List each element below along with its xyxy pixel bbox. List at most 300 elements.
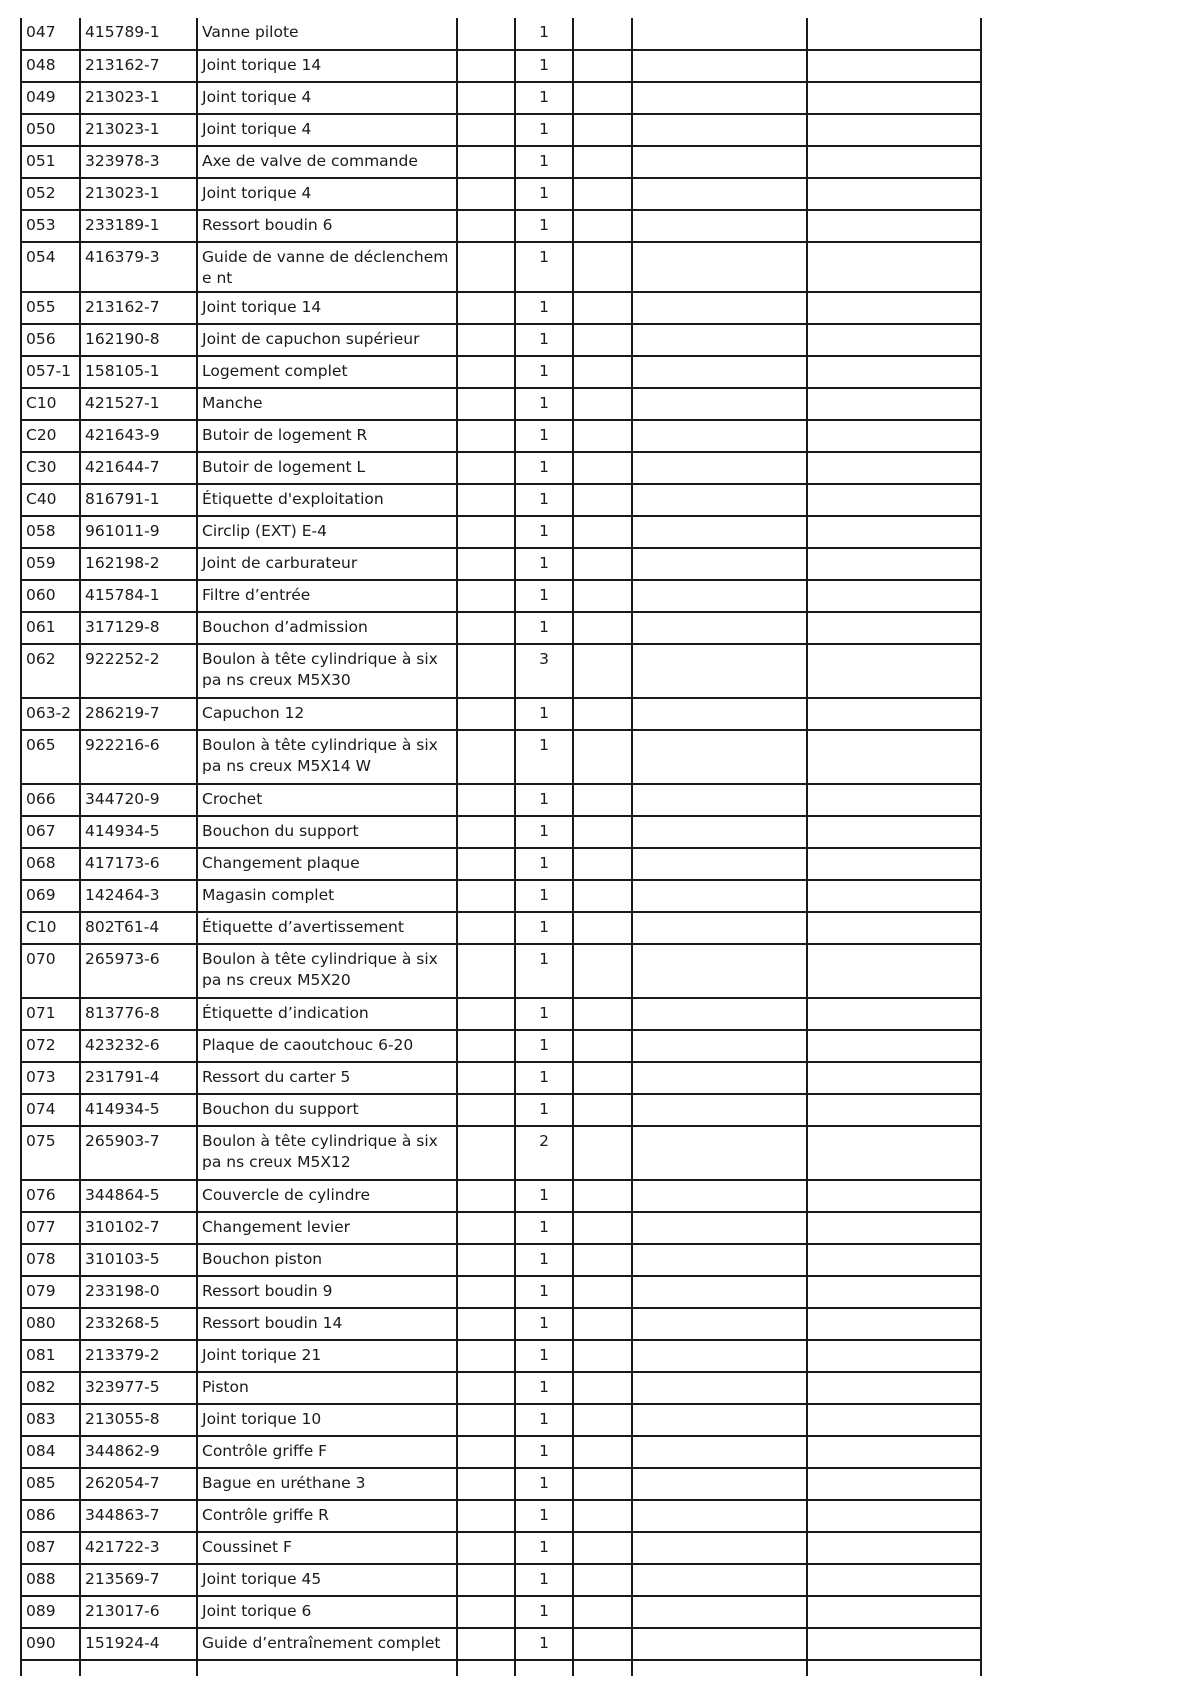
- empty-cell: [457, 1244, 515, 1276]
- description-cell: Joint de carburateur: [197, 548, 457, 580]
- quantity-cell: 1: [515, 612, 573, 644]
- quantity-cell: 1: [515, 1212, 573, 1244]
- empty-cell: [807, 698, 981, 730]
- empty-cell: [457, 178, 515, 210]
- description-cell: Crochet: [197, 784, 457, 816]
- part-reference-cell: 417173-6: [80, 848, 197, 880]
- description-cell: Contrôle griffe R: [197, 1500, 457, 1532]
- part-reference-cell: 922252-2: [80, 644, 197, 698]
- description-cell: Couvercle de cylindre: [197, 1180, 457, 1212]
- quantity-cell: 1: [515, 944, 573, 998]
- table-row: [21, 1500, 981, 1532]
- empty-cell: [632, 420, 807, 452]
- table-row: [21, 1094, 981, 1126]
- part-reference-cell: 922216-6: [80, 730, 197, 784]
- empty-cell: [573, 1030, 632, 1062]
- description-cell: Piston: [197, 1372, 457, 1404]
- empty-cell: [632, 1660, 807, 1676]
- quantity-cell: 1: [515, 1564, 573, 1596]
- quantity-cell: 1: [515, 484, 573, 516]
- item-number-cell: 058: [21, 516, 80, 548]
- empty-cell: [573, 998, 632, 1030]
- empty-cell: [457, 998, 515, 1030]
- table-row: [21, 1564, 981, 1596]
- empty-cell: [632, 698, 807, 730]
- table-row: [21, 18, 981, 50]
- empty-cell: [457, 1628, 515, 1660]
- part-reference-cell: 158105-1: [80, 356, 197, 388]
- empty-cell: [807, 1564, 981, 1596]
- empty-cell: [632, 998, 807, 1030]
- item-number-cell: 083: [21, 1404, 80, 1436]
- description-cell: Guide de vanne de déclencheme nt: [197, 242, 457, 292]
- quantity-cell: 1: [515, 848, 573, 880]
- empty-cell: [573, 848, 632, 880]
- empty-cell: [457, 1126, 515, 1180]
- empty-cell: [573, 324, 632, 356]
- empty-cell: [807, 580, 981, 612]
- quantity-cell: 1: [515, 50, 573, 82]
- part-reference-cell: 421644-7: [80, 452, 197, 484]
- description-cell: Joint torique 4: [197, 178, 457, 210]
- description-cell: Joint torique 10: [197, 1404, 457, 1436]
- empty-cell: [807, 292, 981, 324]
- part-reference-cell: 414934-5: [80, 1094, 197, 1126]
- empty-cell: [457, 580, 515, 612]
- table-row: [21, 388, 981, 420]
- empty-cell: [632, 1308, 807, 1340]
- quantity-cell: 1: [515, 1276, 573, 1308]
- quantity-cell: 1: [515, 784, 573, 816]
- quantity-cell: 1: [515, 1340, 573, 1372]
- empty-cell: [457, 356, 515, 388]
- empty-cell: [807, 356, 981, 388]
- empty-cell: [573, 1660, 632, 1676]
- description-cell: Manche: [197, 388, 457, 420]
- item-number-cell: 060: [21, 580, 80, 612]
- empty-cell: [573, 912, 632, 944]
- quantity-cell: 1: [515, 388, 573, 420]
- description-cell: Ressort boudin 9: [197, 1276, 457, 1308]
- empty-cell: [457, 816, 515, 848]
- empty-cell: [807, 1340, 981, 1372]
- part-reference-cell: 213162-7: [80, 292, 197, 324]
- table-row: [21, 516, 981, 548]
- empty-cell: [457, 420, 515, 452]
- empty-cell: [632, 644, 807, 698]
- empty-cell: [573, 784, 632, 816]
- quantity-cell: 1: [515, 998, 573, 1030]
- item-number-cell: 086: [21, 1500, 80, 1532]
- empty-cell: [573, 1532, 632, 1564]
- table-row: [21, 178, 981, 210]
- empty-cell: [807, 912, 981, 944]
- description-cell: Bouchon du support: [197, 1094, 457, 1126]
- empty-cell: [573, 644, 632, 698]
- empty-cell: [807, 50, 981, 82]
- quantity-cell: 1: [515, 292, 573, 324]
- quantity-cell: 1: [515, 1308, 573, 1340]
- table-row: [21, 816, 981, 848]
- quantity-cell: 1: [515, 730, 573, 784]
- empty-cell: [457, 1532, 515, 1564]
- empty-cell: [457, 548, 515, 580]
- continuation-row: [21, 1660, 981, 1676]
- empty-cell: [632, 388, 807, 420]
- quantity-cell: 1: [515, 548, 573, 580]
- empty-cell: [807, 146, 981, 178]
- part-reference-cell: 802T61-4: [80, 912, 197, 944]
- quantity-cell: 1: [515, 880, 573, 912]
- quantity-cell: 1: [515, 1180, 573, 1212]
- part-reference-cell: 162190-8: [80, 324, 197, 356]
- empty-cell: [807, 1308, 981, 1340]
- empty-cell: [573, 242, 632, 292]
- empty-cell: [457, 324, 515, 356]
- empty-cell: [573, 388, 632, 420]
- empty-cell: [573, 1062, 632, 1094]
- empty-cell: [632, 580, 807, 612]
- empty-cell: [807, 1244, 981, 1276]
- description-cell: Bouchon d’admission: [197, 612, 457, 644]
- table-row: [21, 1244, 981, 1276]
- quantity-cell: 1: [515, 82, 573, 114]
- empty-cell: [457, 484, 515, 516]
- empty-cell: [807, 452, 981, 484]
- empty-cell: [807, 944, 981, 998]
- empty-cell: [632, 1372, 807, 1404]
- part-reference-cell: 344863-7: [80, 1500, 197, 1532]
- table-row: [21, 356, 981, 388]
- part-reference-cell: 961011-9: [80, 516, 197, 548]
- empty-cell: [197, 1660, 457, 1676]
- part-reference-cell: 213379-2: [80, 1340, 197, 1372]
- part-reference-cell: 344864-5: [80, 1180, 197, 1212]
- empty-cell: [573, 580, 632, 612]
- empty-cell: [457, 1340, 515, 1372]
- table-row: [21, 420, 981, 452]
- empty-cell: [632, 1628, 807, 1660]
- empty-cell: [632, 484, 807, 516]
- empty-cell: [457, 1468, 515, 1500]
- part-reference-cell: 816791-1: [80, 484, 197, 516]
- empty-cell: [457, 612, 515, 644]
- description-cell: Joint torique 4: [197, 114, 457, 146]
- empty-cell: [573, 146, 632, 178]
- table-row: [21, 1030, 981, 1062]
- empty-cell: [573, 516, 632, 548]
- empty-cell: [807, 998, 981, 1030]
- description-cell: Circlip (EXT) E-4: [197, 516, 457, 548]
- empty-cell: [21, 1660, 80, 1676]
- empty-cell: [632, 912, 807, 944]
- description-cell: Ressort boudin 6: [197, 210, 457, 242]
- empty-cell: [457, 912, 515, 944]
- part-reference-cell: 415784-1: [80, 580, 197, 612]
- empty-cell: [807, 388, 981, 420]
- item-number-cell: 057-1: [21, 356, 80, 388]
- part-reference-cell: 415789-1: [80, 18, 197, 50]
- empty-cell: [457, 114, 515, 146]
- empty-cell: [632, 816, 807, 848]
- table-row: [21, 210, 981, 242]
- empty-cell: [632, 730, 807, 784]
- empty-cell: [573, 1436, 632, 1468]
- empty-cell: [632, 516, 807, 548]
- description-cell: Capuchon 12: [197, 698, 457, 730]
- table-row: [21, 1404, 981, 1436]
- empty-cell: [573, 1276, 632, 1308]
- item-number-cell: 049: [21, 82, 80, 114]
- table-row: [21, 324, 981, 356]
- part-reference-cell: 213569-7: [80, 1564, 197, 1596]
- item-number-cell: 080: [21, 1308, 80, 1340]
- empty-cell: [457, 82, 515, 114]
- empty-cell: [573, 484, 632, 516]
- item-number-cell: 063-2: [21, 698, 80, 730]
- empty-cell: [632, 848, 807, 880]
- table-row: [21, 452, 981, 484]
- empty-cell: [807, 1404, 981, 1436]
- empty-cell: [457, 944, 515, 998]
- empty-cell: [573, 880, 632, 912]
- table-row: [21, 146, 981, 178]
- empty-cell: [632, 18, 807, 50]
- empty-cell: [457, 1180, 515, 1212]
- description-cell: Boulon à tête cylindrique à six pa ns creux M5X30: [197, 644, 457, 698]
- empty-cell: [632, 1094, 807, 1126]
- empty-cell: [80, 1660, 197, 1676]
- empty-cell: [457, 730, 515, 784]
- item-number-cell: 090: [21, 1628, 80, 1660]
- quantity-cell: 1: [515, 1094, 573, 1126]
- item-number-cell: 056: [21, 324, 80, 356]
- empty-cell: [573, 114, 632, 146]
- quantity-cell: 1: [515, 356, 573, 388]
- empty-cell: [807, 82, 981, 114]
- empty-cell: [807, 114, 981, 146]
- empty-cell: [807, 1180, 981, 1212]
- empty-cell: [632, 1126, 807, 1180]
- item-number-cell: C10: [21, 912, 80, 944]
- empty-cell: [632, 784, 807, 816]
- description-cell: Étiquette d'exploitation: [197, 484, 457, 516]
- empty-cell: [807, 1500, 981, 1532]
- table-row: [21, 698, 981, 730]
- item-number-cell: C20: [21, 420, 80, 452]
- empty-cell: [807, 1660, 981, 1676]
- empty-cell: [632, 292, 807, 324]
- part-reference-cell: 421722-3: [80, 1532, 197, 1564]
- quantity-cell: 1: [515, 1030, 573, 1062]
- item-number-cell: 068: [21, 848, 80, 880]
- part-reference-cell: 317129-8: [80, 612, 197, 644]
- table-row: [21, 114, 981, 146]
- quantity-cell: 1: [515, 1500, 573, 1532]
- description-cell: Butoir de logement L: [197, 452, 457, 484]
- part-reference-cell: 213162-7: [80, 50, 197, 82]
- item-number-cell: 069: [21, 880, 80, 912]
- empty-cell: [632, 944, 807, 998]
- item-number-cell: 070: [21, 944, 80, 998]
- description-cell: Joint torique 14: [197, 50, 457, 82]
- empty-cell: [807, 1276, 981, 1308]
- quantity-cell: 1: [515, 1532, 573, 1564]
- table-row: [21, 1596, 981, 1628]
- empty-cell: [457, 1030, 515, 1062]
- item-number-cell: 075: [21, 1126, 80, 1180]
- empty-cell: [457, 1372, 515, 1404]
- item-number-cell: 052: [21, 178, 80, 210]
- empty-cell: [573, 1628, 632, 1660]
- item-number-cell: 084: [21, 1436, 80, 1468]
- empty-cell: [632, 1500, 807, 1532]
- item-number-cell: 050: [21, 114, 80, 146]
- table-row: [21, 1468, 981, 1500]
- empty-cell: [573, 1244, 632, 1276]
- quantity-cell: 1: [515, 146, 573, 178]
- item-number-cell: 053: [21, 210, 80, 242]
- description-cell: Vanne pilote: [197, 18, 457, 50]
- empty-cell: [632, 880, 807, 912]
- empty-cell: [632, 1532, 807, 1564]
- empty-cell: [457, 784, 515, 816]
- empty-cell: [573, 1126, 632, 1180]
- description-cell: Boulon à tête cylindrique à six pa ns creux M5X20: [197, 944, 457, 998]
- item-number-cell: 076: [21, 1180, 80, 1212]
- quantity-cell: 1: [515, 1468, 573, 1500]
- item-number-cell: C40: [21, 484, 80, 516]
- empty-cell: [632, 1180, 807, 1212]
- description-cell: Étiquette d’indication: [197, 998, 457, 1030]
- table-row: [21, 292, 981, 324]
- item-number-cell: C10: [21, 388, 80, 420]
- empty-cell: [807, 644, 981, 698]
- empty-cell: [457, 1596, 515, 1628]
- quantity-cell: 1: [515, 242, 573, 292]
- quantity-cell: 3: [515, 644, 573, 698]
- part-reference-cell: 416379-3: [80, 242, 197, 292]
- table-row: [21, 1062, 981, 1094]
- empty-cell: [573, 1372, 632, 1404]
- table-row: [21, 580, 981, 612]
- empty-cell: [573, 18, 632, 50]
- parts-table: [20, 18, 982, 1676]
- item-number-cell: 055: [21, 292, 80, 324]
- quantity-cell: 1: [515, 912, 573, 944]
- table-row: [21, 1436, 981, 1468]
- table-row: [21, 50, 981, 82]
- description-cell: Changement plaque: [197, 848, 457, 880]
- table-row: [21, 1276, 981, 1308]
- description-cell: Joint torique 14: [197, 292, 457, 324]
- empty-cell: [632, 1030, 807, 1062]
- empty-cell: [573, 944, 632, 998]
- item-number-cell: C30: [21, 452, 80, 484]
- empty-cell: [457, 210, 515, 242]
- table-row: [21, 1628, 981, 1660]
- empty-cell: [807, 612, 981, 644]
- part-reference-cell: 151924-4: [80, 1628, 197, 1660]
- empty-cell: [807, 548, 981, 580]
- table-row: [21, 1180, 981, 1212]
- part-reference-cell: 213023-1: [80, 178, 197, 210]
- empty-cell: [573, 1212, 632, 1244]
- table-row: [21, 1532, 981, 1564]
- item-number-cell: 048: [21, 50, 80, 82]
- item-number-cell: 074: [21, 1094, 80, 1126]
- description-cell: Ressort boudin 14: [197, 1308, 457, 1340]
- description-cell: Bouchon piston: [197, 1244, 457, 1276]
- item-number-cell: 087: [21, 1532, 80, 1564]
- quantity-cell: 1: [515, 114, 573, 146]
- description-cell: Bouchon du support: [197, 816, 457, 848]
- quantity-cell: 1: [515, 698, 573, 730]
- empty-cell: [807, 484, 981, 516]
- empty-cell: [457, 292, 515, 324]
- empty-cell: [457, 1308, 515, 1340]
- empty-cell: [457, 1094, 515, 1126]
- description-cell: Changement levier: [197, 1212, 457, 1244]
- empty-cell: [457, 1564, 515, 1596]
- empty-cell: [807, 420, 981, 452]
- description-cell: Joint torique 21: [197, 1340, 457, 1372]
- empty-cell: [573, 292, 632, 324]
- part-reference-cell: 423232-6: [80, 1030, 197, 1062]
- table-row: [21, 848, 981, 880]
- part-reference-cell: 162198-2: [80, 548, 197, 580]
- part-reference-cell: 344720-9: [80, 784, 197, 816]
- table-row: [21, 644, 981, 698]
- item-number-cell: 067: [21, 816, 80, 848]
- part-reference-cell: 310102-7: [80, 1212, 197, 1244]
- empty-cell: [632, 1340, 807, 1372]
- table-row: [21, 784, 981, 816]
- empty-cell: [457, 1500, 515, 1532]
- part-reference-cell: 813776-8: [80, 998, 197, 1030]
- empty-cell: [632, 1468, 807, 1500]
- description-cell: Guide d’entraînement complet: [197, 1628, 457, 1660]
- empty-cell: [807, 1596, 981, 1628]
- empty-cell: [457, 1276, 515, 1308]
- empty-cell: [573, 356, 632, 388]
- part-reference-cell: 310103-5: [80, 1244, 197, 1276]
- empty-cell: [807, 18, 981, 50]
- description-cell: Joint torique 45: [197, 1564, 457, 1596]
- quantity-cell: 1: [515, 452, 573, 484]
- empty-cell: [573, 178, 632, 210]
- empty-cell: [632, 1564, 807, 1596]
- empty-cell: [632, 146, 807, 178]
- quantity-cell: 1: [515, 420, 573, 452]
- empty-cell: [457, 50, 515, 82]
- quantity-cell: 1: [515, 1372, 573, 1404]
- empty-cell: [515, 1660, 573, 1676]
- empty-cell: [807, 1030, 981, 1062]
- empty-cell: [457, 1660, 515, 1676]
- table-row: [21, 998, 981, 1030]
- part-reference-cell: 231791-4: [80, 1062, 197, 1094]
- empty-cell: [457, 1062, 515, 1094]
- quantity-cell: 1: [515, 178, 573, 210]
- table-row: [21, 1340, 981, 1372]
- quantity-cell: 1: [515, 1436, 573, 1468]
- empty-cell: [573, 548, 632, 580]
- table-row: [21, 944, 981, 998]
- empty-cell: [632, 50, 807, 82]
- description-cell: Contrôle griffe F: [197, 1436, 457, 1468]
- part-reference-cell: 233198-0: [80, 1276, 197, 1308]
